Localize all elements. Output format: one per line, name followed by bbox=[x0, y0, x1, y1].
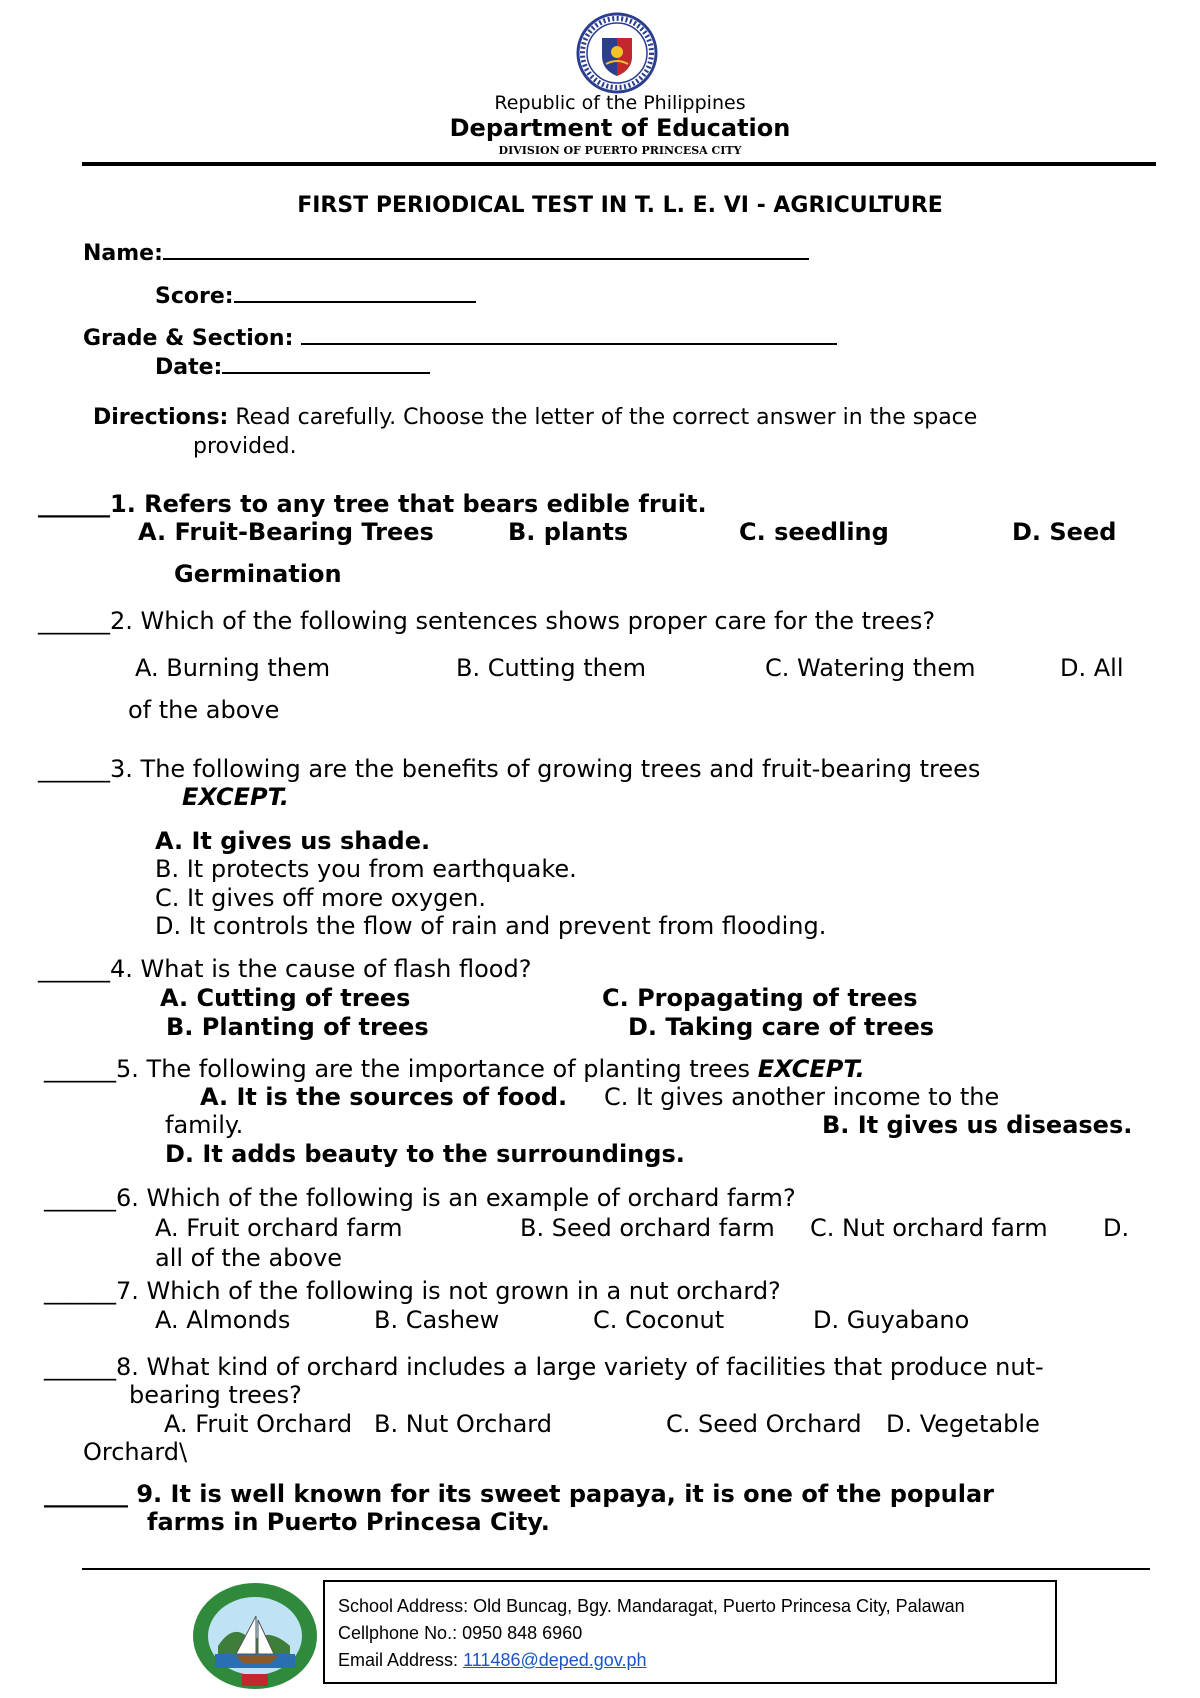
question-2 bbox=[38, 607, 935, 635]
header-republic: Republic of the Philippines bbox=[494, 92, 746, 114]
deped-seal bbox=[576, 12, 658, 94]
q2-option-c: C. Watering them bbox=[765, 654, 976, 682]
q5-option-c: C. It gives another income to the bbox=[604, 1083, 1000, 1111]
score-field bbox=[155, 279, 476, 309]
question-1-stem: 1. Refers to any tree that bears edible fruit. bbox=[110, 490, 707, 518]
name-field bbox=[83, 236, 809, 266]
q3-option-a: A. It gives us shade. bbox=[155, 827, 431, 855]
q3-option-c: C. It gives off more oxygen. bbox=[155, 884, 486, 912]
date-field bbox=[155, 350, 430, 380]
date-line[interactable] bbox=[222, 350, 430, 374]
header-division: DIVISION OF PUERTO PRINCESA CITY bbox=[498, 144, 742, 157]
question-9-stem-cont: farms in Puerto Princesa City. bbox=[147, 1508, 550, 1536]
q5-option-b: B. It gives us diseases. bbox=[822, 1111, 1133, 1139]
q7-option-d: D. Guyabano bbox=[813, 1306, 970, 1334]
q6-option-d: D. bbox=[1103, 1214, 1130, 1242]
q5-except: EXCEPT. bbox=[757, 1055, 865, 1083]
q1-option-c: C. seedling bbox=[739, 518, 889, 546]
q8-option-d: D. Vegetable bbox=[886, 1410, 1040, 1438]
question-9 bbox=[44, 1480, 994, 1508]
directions-label: Directions: bbox=[93, 405, 229, 430]
q4-option-a: A. Cutting of trees bbox=[160, 984, 411, 1012]
question-2-stem: 2. Which of the following sentences shows proper care for the trees? bbox=[110, 607, 936, 635]
q2-option-d-cont: of the above bbox=[128, 696, 280, 724]
question-6 bbox=[44, 1184, 796, 1212]
q5-option-d: D. It adds beauty to the surroundings. bbox=[165, 1140, 685, 1168]
grade-section-line[interactable] bbox=[301, 321, 837, 345]
header-rule bbox=[82, 162, 1156, 166]
question-8 bbox=[44, 1353, 1044, 1381]
q2-option-a: A. Burning them bbox=[135, 654, 331, 682]
q1-option-d-cont: Germination bbox=[174, 560, 342, 588]
grade-section-label: Grade & Section: bbox=[83, 326, 294, 351]
q6-option-d-cont: all of the above bbox=[155, 1244, 343, 1272]
grade-section-field bbox=[83, 321, 837, 351]
q2-option-b: B. Cutting them bbox=[456, 654, 647, 682]
question-8-stem-cont: bearing trees? bbox=[129, 1381, 302, 1409]
cellphone-number: 0950 848 6960 bbox=[462, 1623, 583, 1643]
question-5 bbox=[44, 1055, 865, 1083]
q3-option-d: D. It controls the flow of rain and prevent from flooding. bbox=[155, 912, 827, 940]
cellphone-line bbox=[338, 1623, 582, 1644]
email-link[interactable]: 111486@deped.gov.ph bbox=[463, 1650, 647, 1670]
q4-option-d: D. Taking care of trees bbox=[628, 1013, 934, 1041]
q6-option-c: C. Nut orchard farm bbox=[810, 1214, 1048, 1242]
q5-option-c-cont: family. bbox=[165, 1111, 244, 1139]
answer-blank-8[interactable]: ______ bbox=[44, 1353, 116, 1381]
q1-option-a: A. Fruit-Bearing Trees bbox=[138, 518, 434, 546]
q4-option-b: B. Planting of trees bbox=[166, 1013, 429, 1041]
question-5-stem: 5. The following are the importance of planting trees bbox=[116, 1055, 751, 1083]
q8-option-b: B. Nut Orchard bbox=[374, 1410, 552, 1438]
school-logo-icon bbox=[190, 1580, 320, 1692]
q7-option-b: B. Cashew bbox=[374, 1306, 500, 1334]
email-label: Email Address: bbox=[338, 1650, 459, 1670]
question-1 bbox=[38, 490, 707, 518]
answer-blank-2[interactable]: ______ bbox=[38, 607, 110, 635]
date-label: Date: bbox=[155, 355, 223, 380]
q5-option-a: A. It is the sources of food. bbox=[200, 1083, 568, 1111]
directions bbox=[93, 405, 977, 430]
seal-icon bbox=[576, 12, 658, 94]
answer-blank-3[interactable]: ______ bbox=[38, 755, 110, 783]
q7-option-c: C. Coconut bbox=[593, 1306, 725, 1334]
name-line[interactable] bbox=[163, 236, 809, 260]
q3-option-b: B. It protects you from earthquake. bbox=[155, 855, 577, 883]
score-label: Score: bbox=[155, 284, 234, 309]
q8-option-c: C. Seed Orchard bbox=[666, 1410, 862, 1438]
contact-box bbox=[323, 1580, 1057, 1684]
q6-option-a: A. Fruit orchard farm bbox=[155, 1214, 403, 1242]
q8-option-a: A. Fruit Orchard bbox=[164, 1410, 353, 1438]
footer-rule bbox=[82, 1568, 1150, 1570]
q1-option-d: D. Seed bbox=[1012, 518, 1117, 546]
q6-option-b: B. Seed orchard farm bbox=[520, 1214, 775, 1242]
question-3 bbox=[38, 755, 980, 783]
q1-option-b: B. plants bbox=[508, 518, 629, 546]
school-logo bbox=[190, 1580, 320, 1692]
q3-except: EXCEPT. bbox=[182, 783, 290, 811]
directions-text-1: Read carefully. Choose the letter of the correct answer in the space bbox=[235, 405, 978, 430]
answer-blank-7[interactable]: ______ bbox=[44, 1277, 116, 1305]
q4-option-c: C. Propagating of trees bbox=[602, 984, 918, 1012]
question-7 bbox=[44, 1277, 781, 1305]
question-8-stem: 8. What kind of orchard includes a large variety of facilities that produce nut- bbox=[116, 1353, 1044, 1381]
q2-option-d: D. All bbox=[1060, 654, 1124, 682]
score-line[interactable] bbox=[234, 279, 476, 303]
email-line bbox=[338, 1650, 647, 1671]
cellphone-label: Cellphone No.: bbox=[338, 1623, 458, 1643]
header-department: Department of Education bbox=[449, 114, 791, 142]
school-address: School Address: Old Buncag, Bgy. Mandaragat, Puerto Princesa City, Palawan bbox=[338, 1596, 965, 1616]
question-4 bbox=[38, 955, 531, 983]
question-9-stem: 9. It is well known for its sweet papaya, it is one of the popular bbox=[136, 1480, 994, 1508]
question-6-stem: 6. Which of the following is an example of orchard farm? bbox=[116, 1184, 796, 1212]
answer-blank-5[interactable]: ______ bbox=[44, 1055, 116, 1083]
question-3-stem: 3. The following are the benefits of growing trees and fruit-bearing trees bbox=[110, 755, 981, 783]
name-label: Name: bbox=[83, 241, 163, 266]
answer-blank-9[interactable]: _______ bbox=[44, 1480, 128, 1508]
q7-option-a: A. Almonds bbox=[155, 1306, 291, 1334]
answer-blank-1[interactable]: ______ bbox=[38, 490, 110, 518]
question-4-stem: 4. What is the cause of flash flood? bbox=[110, 955, 532, 983]
q8-option-d-cont: Orchard\ bbox=[83, 1438, 188, 1466]
test-title: FIRST PERIODICAL TEST IN T. L. E. VI - AGRICULTURE bbox=[297, 193, 943, 218]
answer-blank-4[interactable]: ______ bbox=[38, 955, 110, 983]
answer-blank-6[interactable]: ______ bbox=[44, 1184, 116, 1212]
question-7-stem: 7. Which of the following is not grown in a nut orchard? bbox=[116, 1277, 781, 1305]
directions-text-2: provided. bbox=[193, 434, 297, 459]
